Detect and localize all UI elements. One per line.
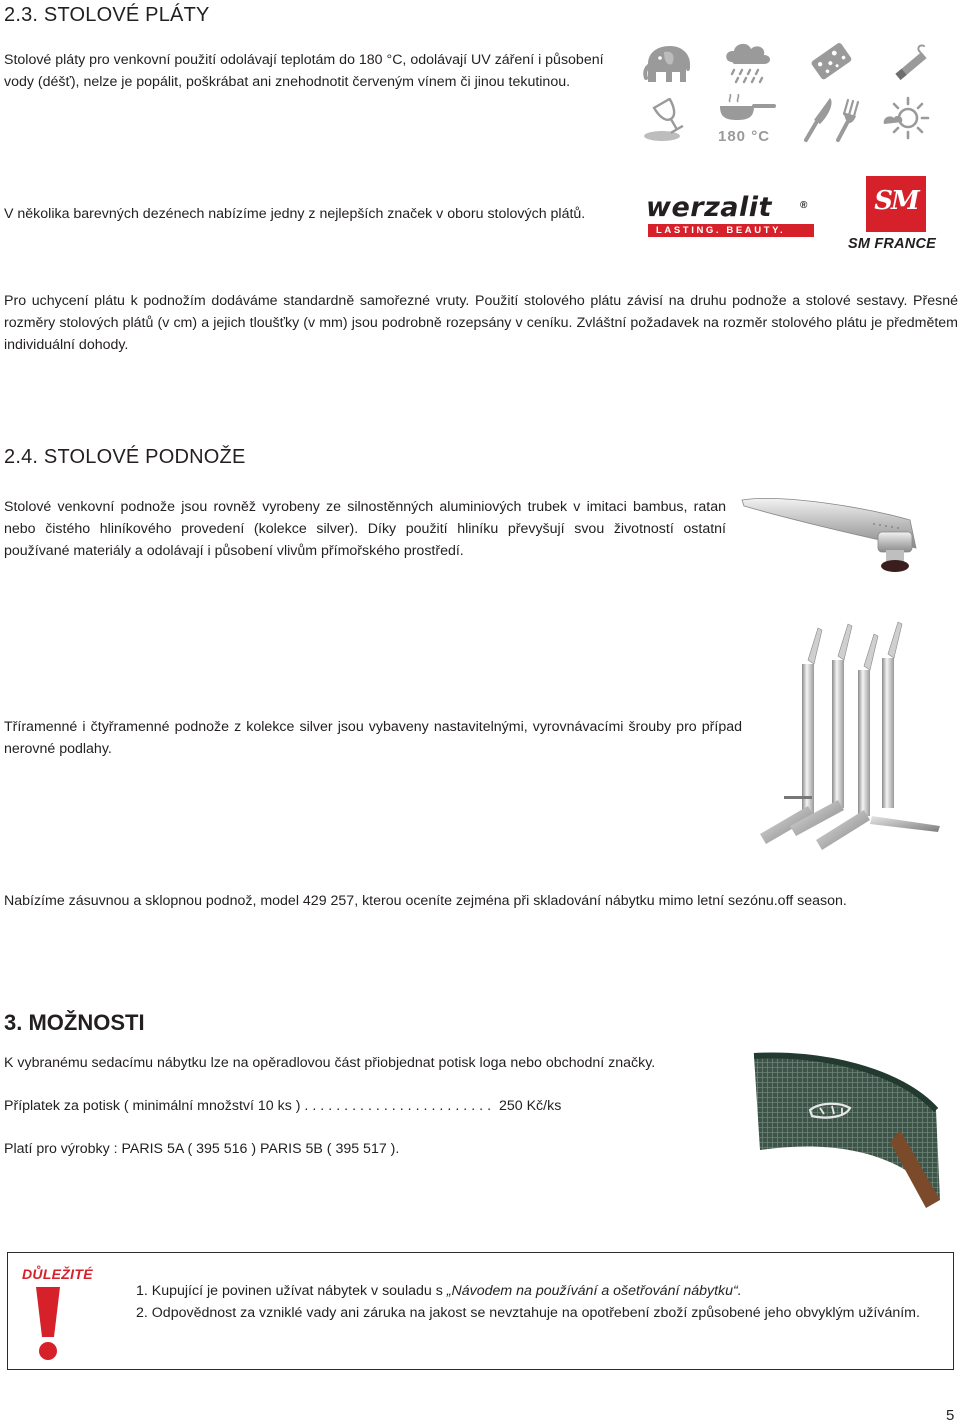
table-base-arm-image [740,492,920,576]
price-value: 250 Kč/ks [498,1098,562,1114]
knife-icon [802,96,836,144]
werzalit-logo [644,192,816,238]
price-label: Příplatek za potisk ( minimální množství 10 ks ) [4,1098,301,1114]
section-3-para-1: K vybranému sedacímu nábytku lze na opěradlovou část přiobjednat potisk loga nebo obchodní značky. [4,1055,656,1071]
section-3-heading: 3. MOŽNOSTI [4,1010,145,1035]
section-2-4-heading: 2.4. STOLOVÉ PODNOŽE [4,446,246,468]
sponge-icon [806,40,858,84]
sun-icon [880,94,932,146]
werzalit-tagline: LASTING. BEAUTY. [648,224,814,237]
chair-backrest-print-image [750,1050,946,1220]
elephant-icon [642,42,694,86]
section-2-4-para-3: Nabízíme zásuvnou a sklopnou podnož, model 429 257, kterou oceníte zejména při skladování nábytku mimo letní sezónu.off season. [4,893,847,909]
werzalit-wordmark: werzalit [646,192,772,223]
fork-icon [832,96,862,144]
section-2-3-heading: 2.3. STOLOVÉ PLÁTY [4,4,210,26]
section-2-4-para-1: Stolové venkovní podnože jsou rovněž vyrobeny ze silnostěnných aluminiových trubek v imitaci bambus, ratan nebo čistého hliníkového provedení (kolekce silver). Díky použití hliníku převyšují svou životností ostatní používané materiály a odolávají i působení vlivům přímořského prostředí. [4,499,726,559]
rain-cloud-icon [722,40,774,84]
folding-table-bases-image [752,620,948,860]
section-2-3-para-2: V několika barevných dezénech nabízíme jedny z nejlepších značek v oboru stolových plátů. [4,206,586,222]
sm-france-logo [846,176,942,256]
notice-item-2: 2. Odpovědnost za vzniklé vady ani záruka na jakost se nevztahuje na opotřebení zboží způsobené jeho obvyklým užíváním. [136,1304,920,1321]
section-2-3-para-1: Stolové pláty pro venkovní použití odolávají teplotám do 180 °C, odolávají UV záření i působení vody (déšť), nelze je popálit, poškrábat ani znehodnotit červeným vínem či jinou tekutinou. [4,52,604,90]
section-2-3-para-3: Pro uchycení plátu k podnožím dodáváme standardně samořezné vruty. Použití stolového plátu závisí na druhu podnože a stolové sestavy. Přesné rozměry stolových plátů (v cm) a jejich tloušťky (v mm) jsou podrobně rozepsány v ceníku. Zvláštní požadavek na rozměr stolového plátu je předmětem individuální dohody. [4,293,958,353]
notice-items [136,1281,926,1324]
important-notice-box [7,1252,954,1370]
resistance-icons [636,36,936,148]
sm-france-emblem [866,176,926,232]
wine-spill-icon [640,98,692,144]
print-surcharge-line [4,1095,724,1117]
exclamation-icon [26,1285,70,1361]
notice-item-1-text: 1. Kupující je povinen užívat nábytek v souladu s [136,1283,447,1299]
notice-item-1-manual-title: „Návodem na používání a ošetřování nábytku“. [446,1283,742,1299]
notice-item-1 [136,1281,926,1303]
section-3-products: Platí pro výrobky : PARIS 5A ( 395 516 ) PARIS 5B ( 395 517 ). [4,1141,400,1157]
hot-pan-icon [716,94,778,124]
sm-monogram: SM [874,186,918,216]
page-number: 5 [946,1407,955,1424]
price-leader-dots: ........................ [304,1098,496,1114]
pan-temperature-label: 180 °C [718,128,771,145]
cigarette-icon [890,42,932,84]
important-label: DŮLEŽITÉ [22,1266,93,1282]
sm-france-wordmark: SM FRANCE [848,236,936,252]
section-2-4-para-2: Tříramenné i čtyřramenné podnože z kolekce silver jsou vybaveny nastavitelnými, vyrovnávacími šrouby pro případ nerovné podlahy. [4,719,742,757]
werzalit-registered-mark: ® [800,200,808,211]
